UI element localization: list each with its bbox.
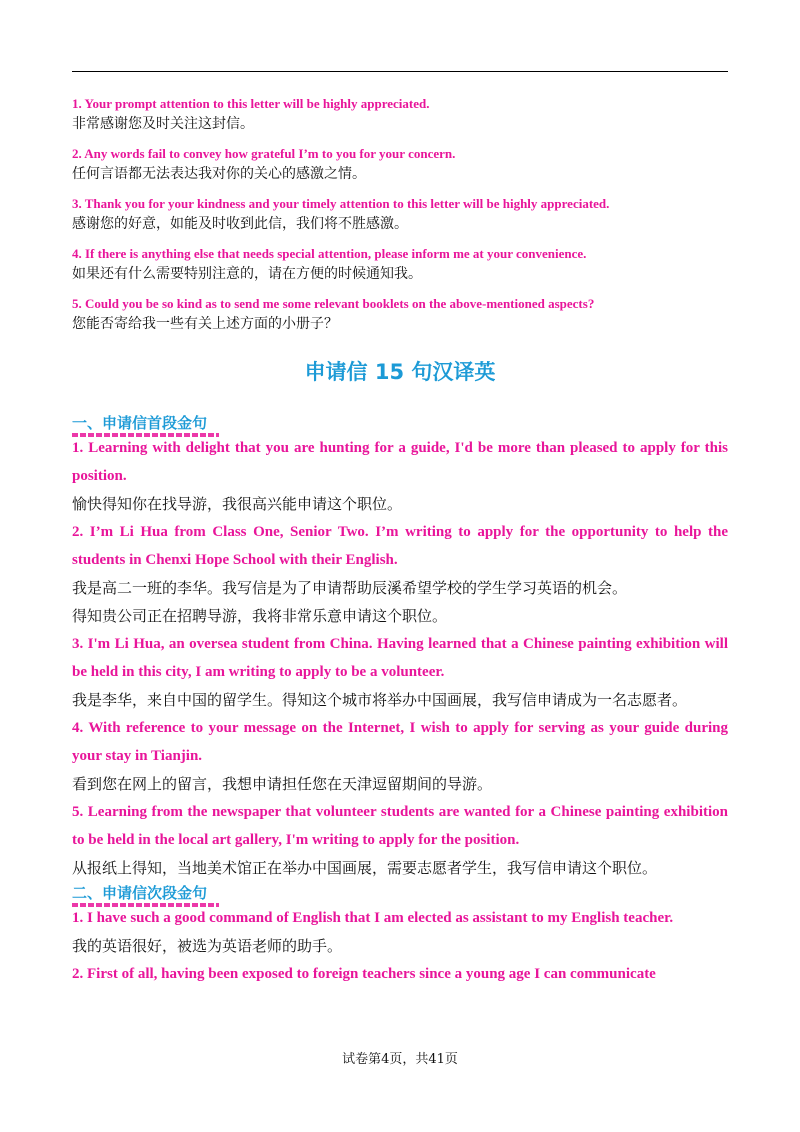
english-sentence: 5. Learning from the newspaper that volunteer students are wanted for a Chinese painting exhibition to be held in the local art gallery, I'm writing to apply for the position. bbox=[72, 804, 728, 848]
list-item bbox=[72, 144, 728, 184]
chinese-translation: 我是李华，来自中国的留学生。得知这个城市将举办中国画展，我写信申请成为一名志愿者。 bbox=[72, 691, 688, 709]
english-sentence: 2. Any words fail to convey how grateful I’m to you for your concern. bbox=[72, 146, 456, 161]
section-heading: 二、申请信次段金句 bbox=[72, 884, 208, 902]
english-sentence: 4. If there is anything else that needs special attention, please inform me at your convenience. bbox=[72, 246, 587, 261]
list-item bbox=[72, 960, 728, 988]
chinese-translation: 从报纸上得知，当地美术馆正在举办中国画展，需要志愿者学生，我写信申请这个职位。 bbox=[72, 859, 658, 877]
section-second-paragraph bbox=[72, 882, 728, 988]
english-sentence: 1. Learning with delight that you are hunting for a guide, I'd be more than pleased to apply for this position. bbox=[72, 440, 728, 484]
chinese-translation: 非常感谢您及时关注这封信。 bbox=[72, 116, 254, 132]
chinese-translation: 任何言语都无法表达我对你的关心的感激之情。 bbox=[72, 166, 366, 182]
english-sentence: 2. I’m Li Hua from Class One, Senior Two. I’m writing to apply for the opportunity to help the students in Chenxi Hope School with their English. bbox=[72, 524, 728, 568]
list-item bbox=[72, 244, 728, 284]
chinese-translation: 我是高二一班的李华。我写信是为了申请帮助辰溪希望学校的学生学习英语的机会。 bbox=[72, 579, 628, 597]
page-title: 申请信 15 句汉译英 bbox=[304, 360, 496, 384]
english-sentence: 2. First of all, having been exposed to foreign teachers since a young age I can communicate bbox=[72, 966, 656, 982]
chinese-translation: 我的英语很好，被选为英语老师的助手。 bbox=[72, 937, 343, 955]
list-item bbox=[72, 518, 728, 630]
list-item bbox=[72, 630, 728, 714]
list-item bbox=[72, 434, 728, 518]
page-footer: 试卷第4页，共41页 bbox=[342, 1052, 458, 1067]
list-item bbox=[72, 904, 728, 960]
english-sentence: 1. I have such a good command of English that I am elected as assistant to my English teacher. bbox=[72, 910, 674, 926]
list-item bbox=[72, 294, 728, 334]
english-sentence: 4. With reference to your message on the Internet, I wish to apply for serving as your guide during your stay in Tianjin. bbox=[72, 720, 728, 764]
list-item bbox=[72, 94, 728, 134]
chinese-translation: 得知贵公司正在招聘导游，我将非常乐意申请这个职位。 bbox=[72, 607, 448, 625]
content bbox=[72, 94, 728, 988]
english-sentence: 3. Thank you for your kindness and your timely attention to this letter will be highly appreciated. bbox=[72, 196, 610, 211]
english-sentence: 1. Your prompt attention to this letter will be highly appreciated. bbox=[72, 96, 430, 111]
list-item bbox=[72, 714, 728, 798]
english-sentence: 3. I'm Li Hua, an oversea student from China. Having learned that a Chinese painting exhibition will be held in this city, I am writing to apply to be a volunteer. bbox=[72, 636, 728, 680]
intro-list bbox=[72, 94, 728, 334]
chinese-translation: 如果还有什么需要特别注意的，请在方便的时候通知我。 bbox=[72, 266, 422, 282]
section-first-paragraph bbox=[72, 412, 728, 882]
header-rule bbox=[72, 71, 728, 72]
english-sentence: 5. Could you be so kind as to send me some relevant booklets on the above-mentioned aspects? bbox=[72, 296, 595, 311]
chinese-translation: 感谢您的好意，如能及时收到此信，我们将不胜感激。 bbox=[72, 216, 408, 232]
chinese-translation: 愉快得知你在找导游，我很高兴能申请这个职位。 bbox=[72, 495, 403, 513]
section-heading: 一、申请信首段金句 bbox=[72, 414, 208, 432]
list-item bbox=[72, 194, 728, 234]
list-item bbox=[72, 798, 728, 882]
chinese-translation: 您能否寄给我一些有关上述方面的小册子？ bbox=[72, 316, 338, 332]
chinese-translation: 看到您在网上的留言，我想申请担任您在天津逗留期间的导游。 bbox=[72, 775, 493, 793]
